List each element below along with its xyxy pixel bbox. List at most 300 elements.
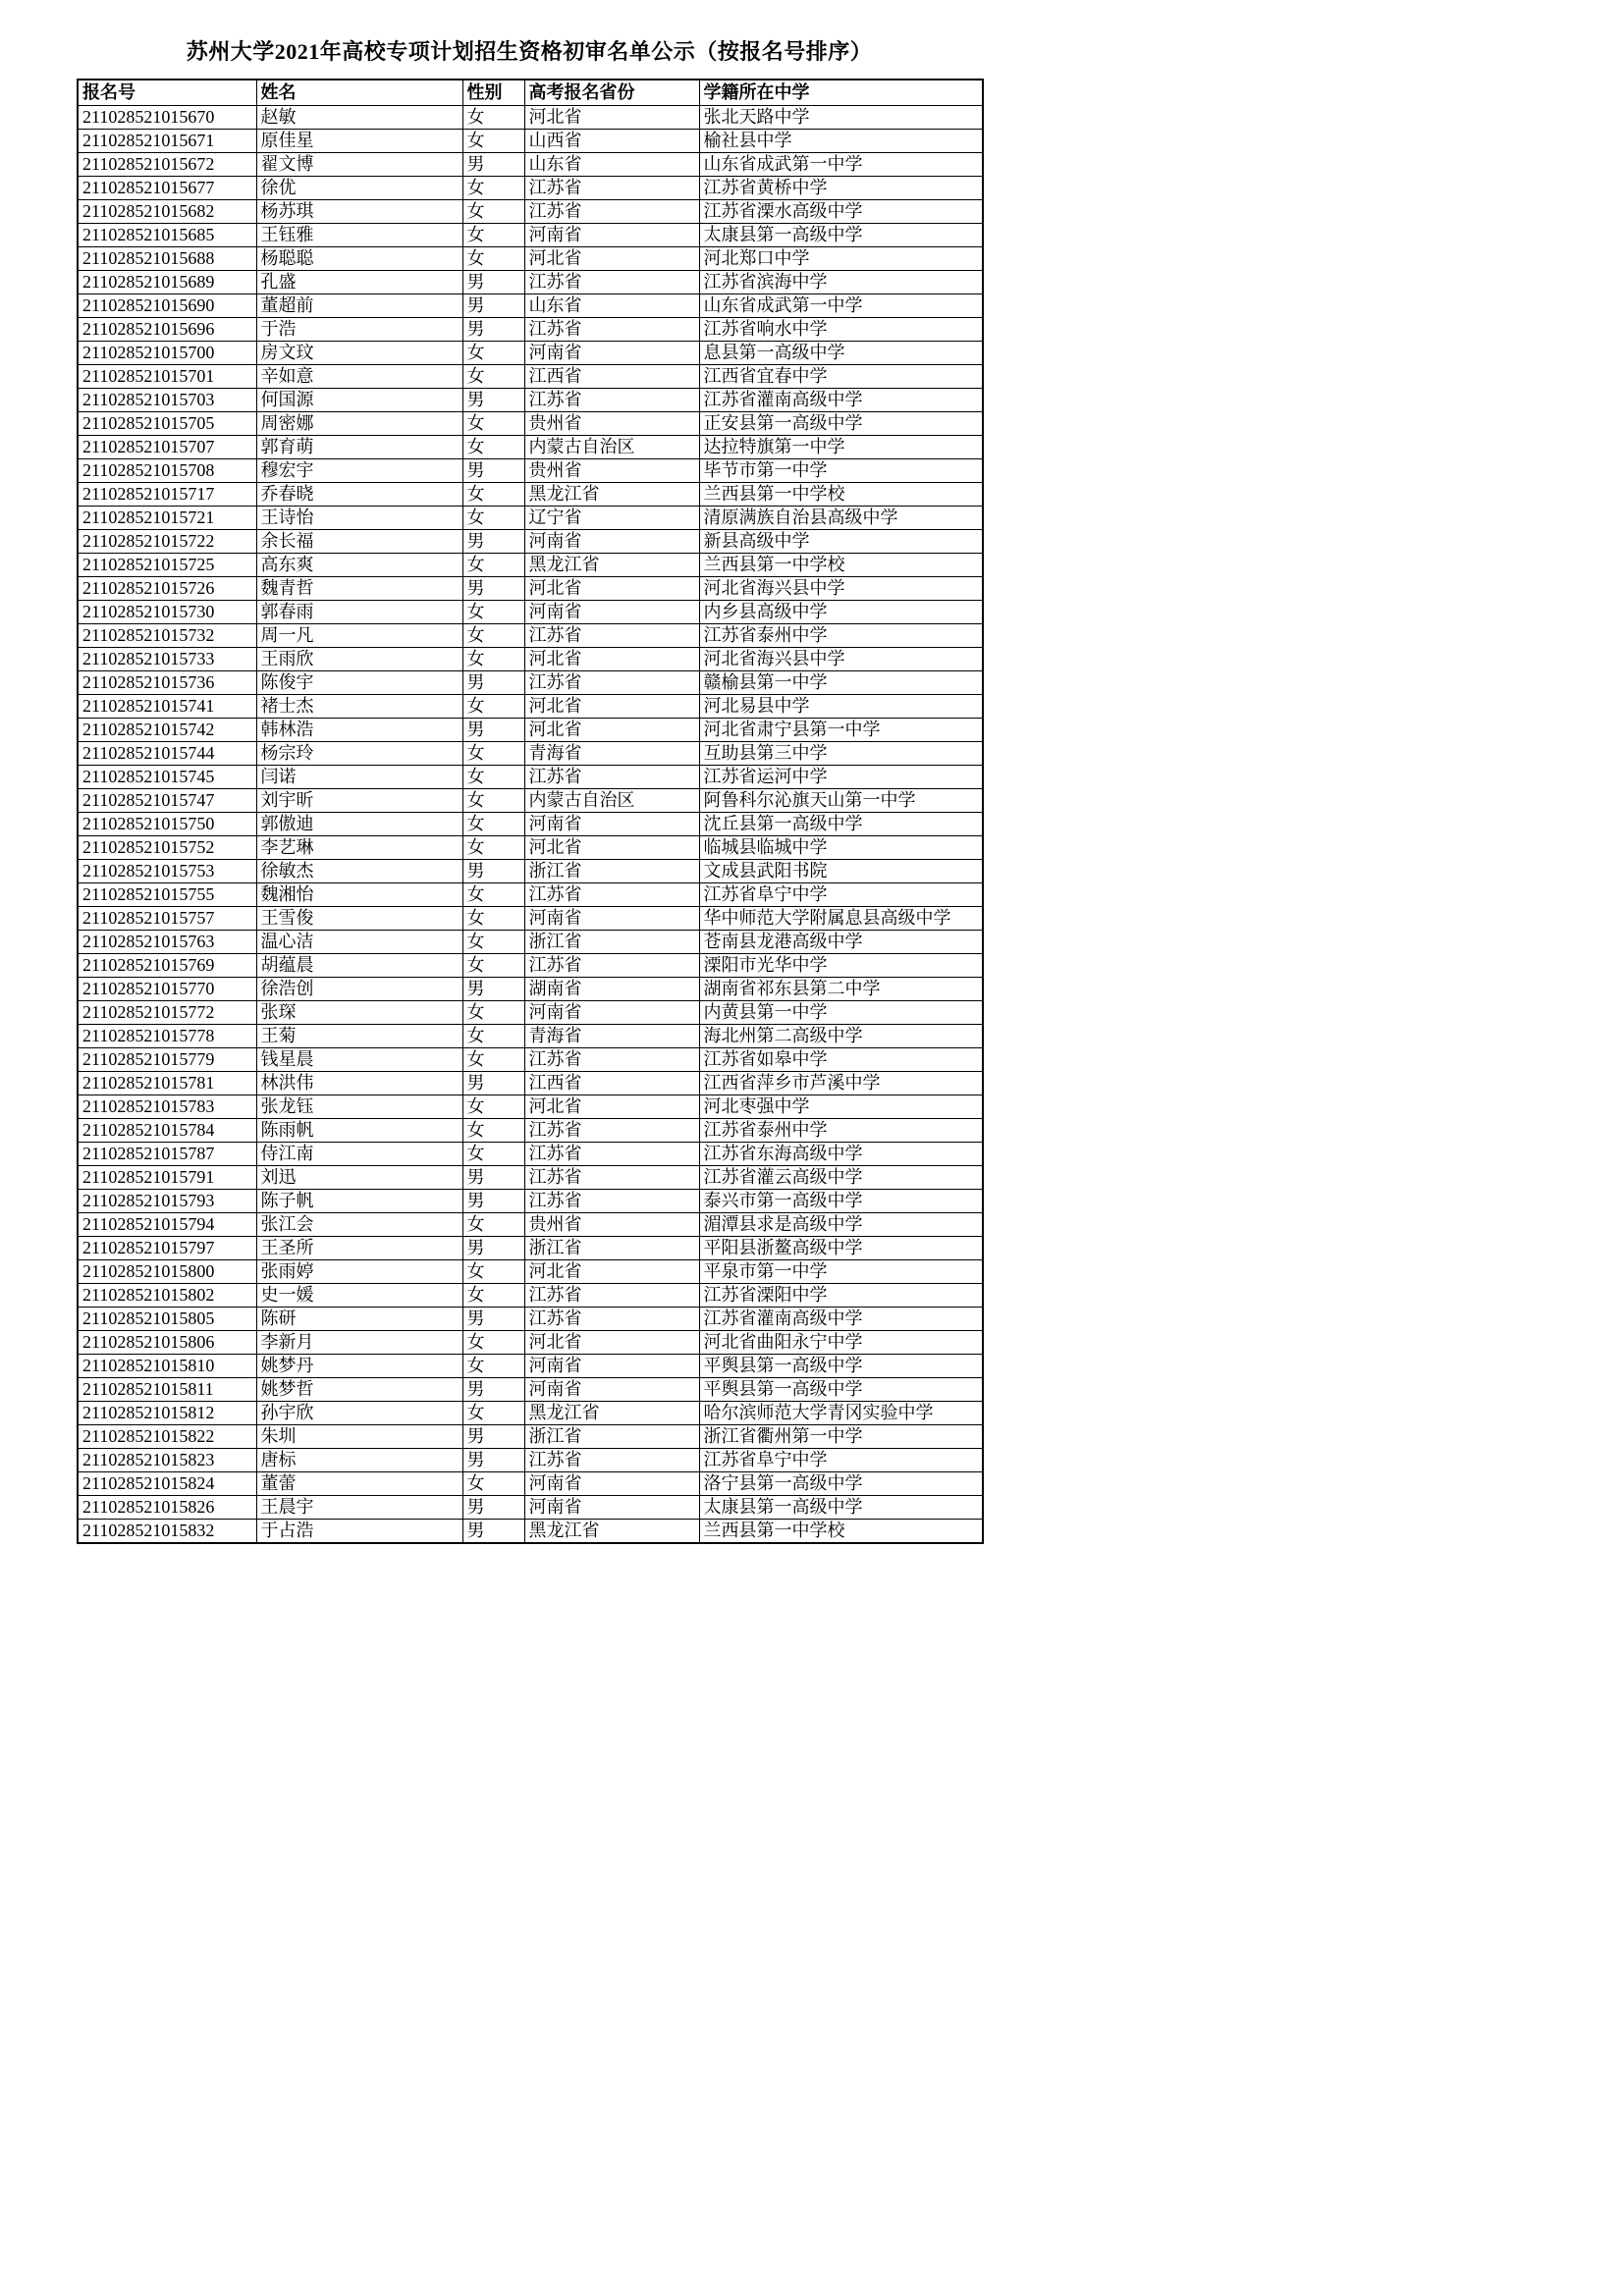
cell-reg-no: 211028521015802 — [78, 1283, 256, 1307]
table-row — [78, 105, 983, 129]
table-row — [78, 1259, 983, 1283]
cell-school: 内乡县高级中学 — [699, 600, 983, 623]
cell-name: 王菊 — [256, 1024, 462, 1047]
cell-province: 河北省 — [524, 1330, 699, 1354]
cell-province: 浙江省 — [524, 859, 699, 882]
cell-reg-no: 211028521015708 — [78, 458, 256, 482]
cell-name: 董超前 — [256, 294, 462, 317]
cell-reg-no: 211028521015741 — [78, 694, 256, 718]
cell-province: 黑龙江省 — [524, 1401, 699, 1424]
cell-gender: 男 — [462, 977, 524, 1000]
cell-school: 榆社县中学 — [699, 129, 983, 152]
cell-school: 平舆县第一高级中学 — [699, 1354, 983, 1377]
cell-reg-no: 211028521015763 — [78, 930, 256, 953]
cell-gender: 男 — [462, 1519, 524, 1543]
cell-gender: 女 — [462, 741, 524, 765]
table-row — [78, 270, 983, 294]
table-row — [78, 506, 983, 529]
cell-school: 河北省海兴县中学 — [699, 576, 983, 600]
table-row — [78, 576, 983, 600]
cell-name: 陈俊宇 — [256, 670, 462, 694]
cell-reg-no: 211028521015793 — [78, 1189, 256, 1212]
table-row — [78, 670, 983, 694]
cell-province: 河南省 — [524, 223, 699, 246]
table-row — [78, 246, 983, 270]
table-row — [78, 317, 983, 341]
cell-gender: 女 — [462, 1095, 524, 1118]
cell-province: 河南省 — [524, 1377, 699, 1401]
table-row — [78, 1424, 983, 1448]
cell-reg-no: 211028521015696 — [78, 317, 256, 341]
cell-province: 河北省 — [524, 718, 699, 741]
cell-school: 湄潭县求是高级中学 — [699, 1212, 983, 1236]
table-row — [78, 1519, 983, 1543]
cell-school: 江苏省滨海中学 — [699, 270, 983, 294]
cell-school: 清原满族自治县高级中学 — [699, 506, 983, 529]
table-row — [78, 859, 983, 882]
cell-name: 侍江南 — [256, 1142, 462, 1165]
cell-gender: 男 — [462, 859, 524, 882]
cell-gender: 女 — [462, 882, 524, 906]
cell-gender: 男 — [462, 152, 524, 176]
roster-table — [77, 79, 984, 1544]
cell-name: 李艺琳 — [256, 835, 462, 859]
cell-name: 徐浩创 — [256, 977, 462, 1000]
table-row — [78, 600, 983, 623]
cell-province: 江苏省 — [524, 953, 699, 977]
cell-gender: 男 — [462, 1448, 524, 1471]
cell-reg-no: 211028521015730 — [78, 600, 256, 623]
cell-name: 史一媛 — [256, 1283, 462, 1307]
cell-name: 褚士杰 — [256, 694, 462, 718]
cell-reg-no: 211028521015732 — [78, 623, 256, 647]
table-row — [78, 1071, 983, 1095]
cell-school: 内黄县第一中学 — [699, 1000, 983, 1024]
cell-name: 杨宗玲 — [256, 741, 462, 765]
table-row — [78, 1212, 983, 1236]
cell-province: 河南省 — [524, 1495, 699, 1519]
cell-gender: 女 — [462, 246, 524, 270]
header-province: 高考报名省份 — [524, 80, 699, 105]
cell-name: 徐敏杰 — [256, 859, 462, 882]
table-row — [78, 435, 983, 458]
cell-reg-no: 211028521015726 — [78, 576, 256, 600]
cell-name: 孔盛 — [256, 270, 462, 294]
table-row — [78, 1024, 983, 1047]
table-row — [78, 1189, 983, 1212]
cell-province: 山东省 — [524, 294, 699, 317]
cell-school: 山东省成武第一中学 — [699, 152, 983, 176]
cell-gender: 男 — [462, 576, 524, 600]
cell-name: 郭育萌 — [256, 435, 462, 458]
cell-reg-no: 211028521015752 — [78, 835, 256, 859]
cell-school: 洛宁县第一高级中学 — [699, 1471, 983, 1495]
table-row — [78, 176, 983, 199]
cell-gender: 男 — [462, 1424, 524, 1448]
cell-name: 王晨宇 — [256, 1495, 462, 1519]
table-row — [78, 1000, 983, 1024]
cell-reg-no: 211028521015700 — [78, 341, 256, 364]
table-row — [78, 1236, 983, 1259]
cell-gender: 女 — [462, 223, 524, 246]
table-row — [78, 1448, 983, 1471]
cell-province: 黑龙江省 — [524, 1519, 699, 1543]
table-row — [78, 1142, 983, 1165]
cell-school: 太康县第一高级中学 — [699, 1495, 983, 1519]
cell-name: 余长福 — [256, 529, 462, 553]
cell-reg-no: 211028521015812 — [78, 1401, 256, 1424]
cell-reg-no: 211028521015779 — [78, 1047, 256, 1071]
cell-reg-no: 211028521015778 — [78, 1024, 256, 1047]
cell-reg-no: 211028521015826 — [78, 1495, 256, 1519]
cell-gender: 女 — [462, 1047, 524, 1071]
cell-school: 泰兴市第一高级中学 — [699, 1189, 983, 1212]
cell-gender: 男 — [462, 270, 524, 294]
cell-name: 刘迅 — [256, 1165, 462, 1189]
cell-gender: 女 — [462, 1142, 524, 1165]
cell-province: 江苏省 — [524, 388, 699, 411]
cell-gender: 男 — [462, 529, 524, 553]
cell-province: 江西省 — [524, 364, 699, 388]
cell-gender: 女 — [462, 341, 524, 364]
cell-gender: 女 — [462, 1118, 524, 1142]
table-row — [78, 388, 983, 411]
cell-name: 穆宏宇 — [256, 458, 462, 482]
cell-province: 江苏省 — [524, 882, 699, 906]
cell-school: 华中师范大学附属息县高级中学 — [699, 906, 983, 930]
cell-gender: 男 — [462, 458, 524, 482]
cell-reg-no: 211028521015755 — [78, 882, 256, 906]
cell-gender: 女 — [462, 835, 524, 859]
cell-province: 江苏省 — [524, 1165, 699, 1189]
cell-reg-no: 211028521015703 — [78, 388, 256, 411]
cell-gender: 男 — [462, 1071, 524, 1095]
cell-school: 河北省肃宁县第一中学 — [699, 718, 983, 741]
cell-name: 杨苏琪 — [256, 199, 462, 223]
cell-reg-no: 211028521015784 — [78, 1118, 256, 1142]
table-row — [78, 694, 983, 718]
cell-gender: 男 — [462, 670, 524, 694]
cell-province: 青海省 — [524, 1024, 699, 1047]
table-row — [78, 411, 983, 435]
cell-school: 文成县武阳书院 — [699, 859, 983, 882]
cell-school: 毕节市第一中学 — [699, 458, 983, 482]
cell-gender: 女 — [462, 930, 524, 953]
cell-school: 江苏省溧水高级中学 — [699, 199, 983, 223]
cell-school: 江苏省泰州中学 — [699, 1118, 983, 1142]
cell-school: 河北省海兴县中学 — [699, 647, 983, 670]
cell-name: 高东爽 — [256, 553, 462, 576]
cell-province: 浙江省 — [524, 1424, 699, 1448]
cell-gender: 男 — [462, 718, 524, 741]
table-row — [78, 977, 983, 1000]
cell-school: 平舆县第一高级中学 — [699, 1377, 983, 1401]
cell-province: 河南省 — [524, 600, 699, 623]
cell-name: 温心洁 — [256, 930, 462, 953]
table-row — [78, 812, 983, 835]
cell-province: 江西省 — [524, 1071, 699, 1095]
table-row — [78, 1165, 983, 1189]
cell-province: 江苏省 — [524, 670, 699, 694]
table-row — [78, 1095, 983, 1118]
cell-reg-no: 211028521015781 — [78, 1071, 256, 1095]
table-row — [78, 906, 983, 930]
table-row — [78, 882, 983, 906]
cell-name: 林洪伟 — [256, 1071, 462, 1095]
cell-province: 河北省 — [524, 647, 699, 670]
cell-gender: 女 — [462, 435, 524, 458]
cell-gender: 男 — [462, 1377, 524, 1401]
cell-school: 息县第一高级中学 — [699, 341, 983, 364]
cell-school: 兰西县第一中学校 — [699, 553, 983, 576]
cell-reg-no: 211028521015747 — [78, 788, 256, 812]
cell-province: 贵州省 — [524, 458, 699, 482]
cell-province: 浙江省 — [524, 1236, 699, 1259]
header-school: 学籍所在中学 — [699, 80, 983, 105]
cell-school: 沈丘县第一高级中学 — [699, 812, 983, 835]
cell-reg-no: 211028521015753 — [78, 859, 256, 882]
cell-school: 溧阳市光华中学 — [699, 953, 983, 977]
cell-gender: 女 — [462, 647, 524, 670]
cell-gender: 男 — [462, 1307, 524, 1330]
table-row — [78, 1118, 983, 1142]
cell-gender: 女 — [462, 506, 524, 529]
cell-province: 河南省 — [524, 1471, 699, 1495]
cell-reg-no: 211028521015750 — [78, 812, 256, 835]
cell-name: 董蕾 — [256, 1471, 462, 1495]
table-row — [78, 1047, 983, 1071]
header-gender: 性别 — [462, 80, 524, 105]
cell-province: 河北省 — [524, 694, 699, 718]
table-row — [78, 1330, 983, 1354]
cell-reg-no: 211028521015783 — [78, 1095, 256, 1118]
cell-gender: 女 — [462, 906, 524, 930]
cell-name: 刘宇昕 — [256, 788, 462, 812]
cell-name: 原佳星 — [256, 129, 462, 152]
cell-name: 姚梦哲 — [256, 1377, 462, 1401]
cell-gender: 女 — [462, 1000, 524, 1024]
table-row — [78, 1495, 983, 1519]
cell-province: 内蒙古自治区 — [524, 788, 699, 812]
cell-name: 孙宇欣 — [256, 1401, 462, 1424]
cell-reg-no: 211028521015806 — [78, 1330, 256, 1354]
cell-reg-no: 211028521015722 — [78, 529, 256, 553]
cell-name: 周一凡 — [256, 623, 462, 647]
cell-gender: 女 — [462, 553, 524, 576]
cell-reg-no: 211028521015705 — [78, 411, 256, 435]
table-row — [78, 364, 983, 388]
cell-gender: 女 — [462, 1354, 524, 1377]
cell-province: 江苏省 — [524, 1448, 699, 1471]
cell-reg-no: 211028521015769 — [78, 953, 256, 977]
cell-school: 浙江省衢州第一中学 — [699, 1424, 983, 1448]
table-row — [78, 341, 983, 364]
table-row — [78, 553, 983, 576]
cell-province: 河南省 — [524, 1000, 699, 1024]
table-row — [78, 623, 983, 647]
cell-school: 江西省萍乡市芦溪中学 — [699, 1071, 983, 1095]
cell-reg-no: 211028521015791 — [78, 1165, 256, 1189]
cell-gender: 女 — [462, 1259, 524, 1283]
cell-name: 翟文博 — [256, 152, 462, 176]
cell-name: 韩林浩 — [256, 718, 462, 741]
cell-reg-no: 211028521015824 — [78, 1471, 256, 1495]
cell-name: 张雨婷 — [256, 1259, 462, 1283]
cell-school: 太康县第一高级中学 — [699, 223, 983, 246]
table-row — [78, 835, 983, 859]
cell-province: 河南省 — [524, 529, 699, 553]
cell-name: 郭傲迪 — [256, 812, 462, 835]
cell-reg-no: 211028521015736 — [78, 670, 256, 694]
cell-reg-no: 211028521015725 — [78, 553, 256, 576]
cell-name: 徐优 — [256, 176, 462, 199]
cell-province: 江苏省 — [524, 270, 699, 294]
table-row — [78, 1354, 983, 1377]
cell-province: 河南省 — [524, 1354, 699, 1377]
cell-gender: 女 — [462, 105, 524, 129]
cell-gender: 男 — [462, 1236, 524, 1259]
cell-province: 黑龙江省 — [524, 482, 699, 506]
cell-school: 江苏省黄桥中学 — [699, 176, 983, 199]
cell-gender: 女 — [462, 600, 524, 623]
cell-name: 房文玟 — [256, 341, 462, 364]
cell-province: 江苏省 — [524, 765, 699, 788]
cell-gender: 女 — [462, 694, 524, 718]
cell-province: 江苏省 — [524, 1189, 699, 1212]
table-row — [78, 458, 983, 482]
cell-school: 山东省成武第一中学 — [699, 294, 983, 317]
cell-province: 江苏省 — [524, 176, 699, 199]
cell-reg-no: 211028521015832 — [78, 1519, 256, 1543]
cell-school: 兰西县第一中学校 — [699, 482, 983, 506]
cell-province: 江苏省 — [524, 317, 699, 341]
cell-province: 河南省 — [524, 906, 699, 930]
cell-reg-no: 211028521015805 — [78, 1307, 256, 1330]
cell-school: 阿鲁科尔沁旗天山第一中学 — [699, 788, 983, 812]
cell-gender: 女 — [462, 1401, 524, 1424]
cell-name: 于占浩 — [256, 1519, 462, 1543]
cell-name: 陈子帆 — [256, 1189, 462, 1212]
cell-name: 钱星晨 — [256, 1047, 462, 1071]
cell-gender: 男 — [462, 1189, 524, 1212]
cell-reg-no: 211028521015770 — [78, 977, 256, 1000]
table-row — [78, 199, 983, 223]
cell-gender: 女 — [462, 1330, 524, 1354]
table-header — [78, 80, 983, 105]
table-row — [78, 294, 983, 317]
cell-school: 江西省宜春中学 — [699, 364, 983, 388]
cell-gender: 女 — [462, 199, 524, 223]
cell-province: 江苏省 — [524, 1047, 699, 1071]
cell-name: 郭春雨 — [256, 600, 462, 623]
cell-reg-no: 211028521015671 — [78, 129, 256, 152]
cell-school: 湖南省祁东县第二中学 — [699, 977, 983, 1000]
cell-name: 闫诺 — [256, 765, 462, 788]
cell-reg-no: 211028521015677 — [78, 176, 256, 199]
table-row — [78, 647, 983, 670]
cell-name: 乔春晓 — [256, 482, 462, 506]
cell-name: 陈研 — [256, 1307, 462, 1330]
cell-reg-no: 211028521015670 — [78, 105, 256, 129]
cell-name: 陈雨帆 — [256, 1118, 462, 1142]
cell-name: 张琛 — [256, 1000, 462, 1024]
cell-gender: 女 — [462, 482, 524, 506]
cell-province: 江苏省 — [524, 1118, 699, 1142]
cell-school: 江苏省溧阳中学 — [699, 1283, 983, 1307]
cell-province: 贵州省 — [524, 411, 699, 435]
cell-reg-no: 211028521015742 — [78, 718, 256, 741]
cell-reg-no: 211028521015721 — [78, 506, 256, 529]
cell-school: 江苏省灌南高级中学 — [699, 1307, 983, 1330]
cell-gender: 男 — [462, 388, 524, 411]
cell-reg-no: 211028521015690 — [78, 294, 256, 317]
cell-school: 达拉特旗第一中学 — [699, 435, 983, 458]
cell-province: 浙江省 — [524, 930, 699, 953]
table-row — [78, 1283, 983, 1307]
cell-reg-no: 211028521015800 — [78, 1259, 256, 1283]
header-name: 姓名 — [256, 80, 462, 105]
cell-name: 王钰雅 — [256, 223, 462, 246]
cell-name: 姚梦丹 — [256, 1354, 462, 1377]
cell-name: 周密娜 — [256, 411, 462, 435]
cell-reg-no: 211028521015685 — [78, 223, 256, 246]
cell-school: 赣榆县第一中学 — [699, 670, 983, 694]
cell-reg-no: 211028521015701 — [78, 364, 256, 388]
cell-gender: 女 — [462, 623, 524, 647]
cell-school: 哈尔滨师范大学青冈实验中学 — [699, 1401, 983, 1424]
cell-school: 正安县第一高级中学 — [699, 411, 983, 435]
cell-gender: 女 — [462, 1283, 524, 1307]
cell-school: 江苏省东海高级中学 — [699, 1142, 983, 1165]
table-row — [78, 953, 983, 977]
cell-province: 河北省 — [524, 1259, 699, 1283]
cell-name: 王圣所 — [256, 1236, 462, 1259]
cell-gender: 女 — [462, 812, 524, 835]
cell-school: 海北州第二高级中学 — [699, 1024, 983, 1047]
cell-province: 内蒙古自治区 — [524, 435, 699, 458]
cell-school: 江苏省如皋中学 — [699, 1047, 983, 1071]
table-row — [78, 1471, 983, 1495]
cell-gender: 女 — [462, 788, 524, 812]
cell-reg-no: 211028521015672 — [78, 152, 256, 176]
cell-reg-no: 211028521015822 — [78, 1424, 256, 1448]
cell-school: 江苏省泰州中学 — [699, 623, 983, 647]
cell-gender: 男 — [462, 317, 524, 341]
cell-reg-no: 211028521015745 — [78, 765, 256, 788]
table-row — [78, 1401, 983, 1424]
cell-province: 山东省 — [524, 152, 699, 176]
cell-province: 湖南省 — [524, 977, 699, 1000]
table-row — [78, 765, 983, 788]
cell-province: 江苏省 — [524, 1142, 699, 1165]
page-title: 苏州大学2021年高校专项计划招生资格初审名单公示（按报名号排序） — [186, 39, 873, 64]
cell-province: 河北省 — [524, 105, 699, 129]
cell-province: 贵州省 — [524, 1212, 699, 1236]
cell-reg-no: 211028521015794 — [78, 1212, 256, 1236]
cell-reg-no: 211028521015707 — [78, 435, 256, 458]
cell-school: 江苏省阜宁中学 — [699, 1448, 983, 1471]
cell-reg-no: 211028521015823 — [78, 1448, 256, 1471]
cell-gender: 男 — [462, 1495, 524, 1519]
cell-reg-no: 211028521015797 — [78, 1236, 256, 1259]
cell-gender: 女 — [462, 411, 524, 435]
cell-school: 河北省曲阳永宁中学 — [699, 1330, 983, 1354]
header-reg-no: 报名号 — [78, 80, 256, 105]
table-body — [78, 105, 983, 1543]
cell-name: 杨聪聪 — [256, 246, 462, 270]
table-row — [78, 930, 983, 953]
cell-name: 王诗怡 — [256, 506, 462, 529]
